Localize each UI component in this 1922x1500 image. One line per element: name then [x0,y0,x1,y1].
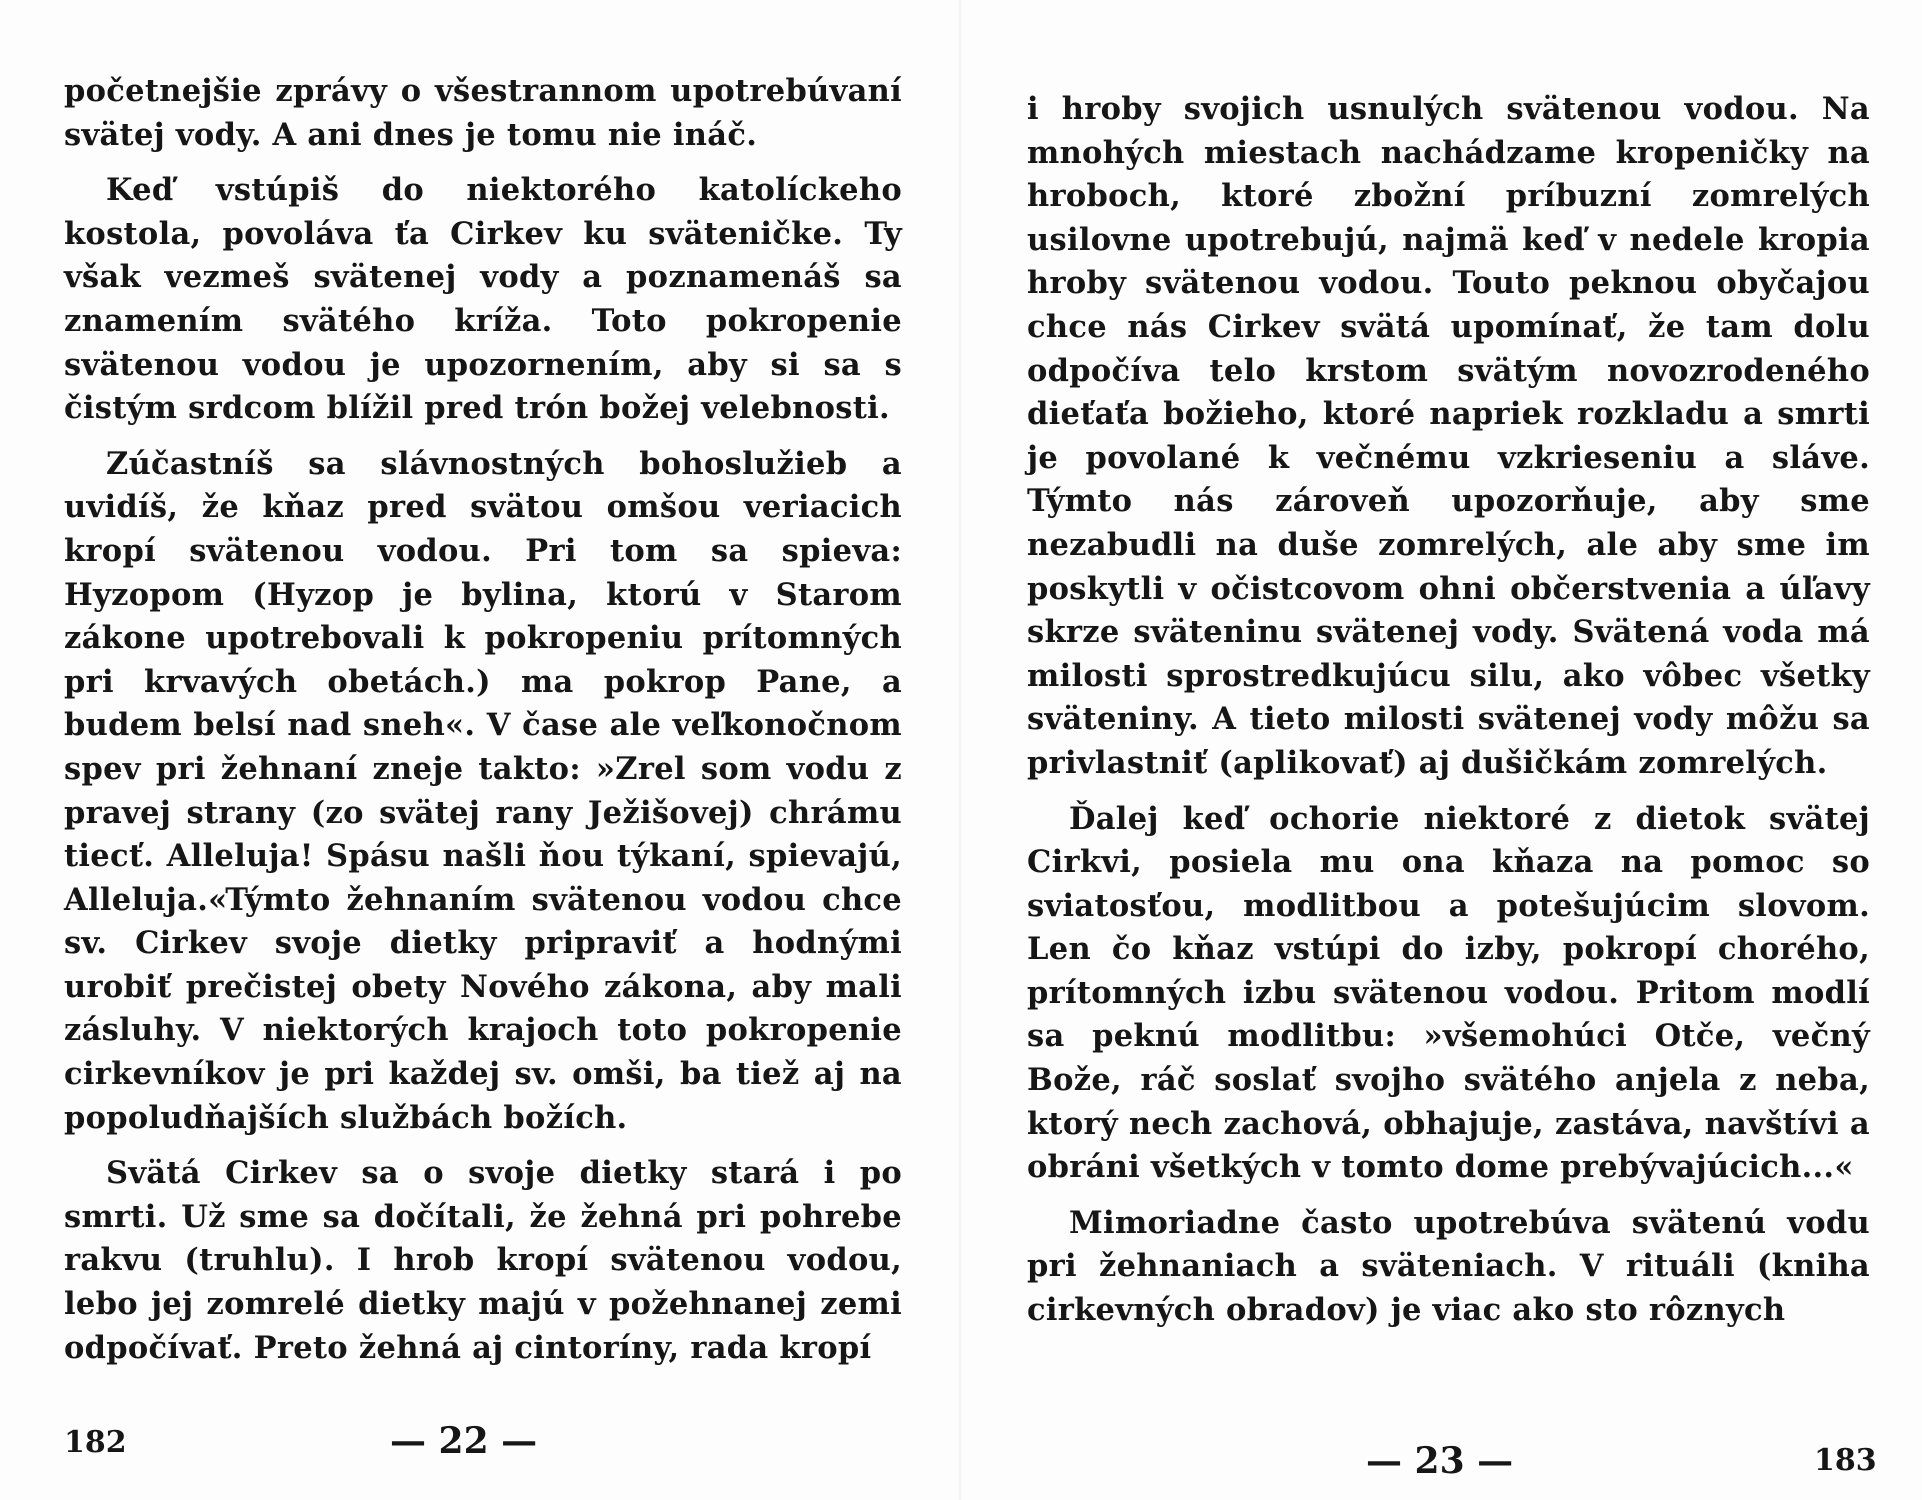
left-folio: 182 [64,1425,127,1460]
left-paragraph-2: Keď vstúpiš do niektorého katolíckeho kostola, povoláva ťa Cirkev ku sväteničke. Ty však vezmeš svätenej vody a poznamenáš sa znamením svätého kríža. Toto pokropenie svätenou vodou je upozornením, aby si sa s čistým srdcom blížil pred trón božej velebnosti. [64,172,902,427]
left-paragraph-1: početnejšie zprávy o všestrannom upotrebúvaní svätej vody. A ani dnes je tomu nie ináč. [64,73,902,153]
right-paragraph-1: i hroby svojich usnulých svätenou vodou. Na mnohých miestach nachádzame kropeničky na hroboch, ktoré zbožní príbuzní zomrelých usilovne upotrebujú, najmä keď v nedele kropia hroby svätenou vodou. Touto peknou obyčajou chce nás Cirkev svätá upomínať, že tam dolu odpočíva telo krstom svätým novozrodeného dieťaťa božieho, ktoré napriek rozkladu a smrti je povolané k večnému vzkrieseniu a sláve. Týmto nás zároveň upozorňuje, aby sme nezabudli na duše zomrelých, ale aby sme im poskytli v očistcovom ohni občerstvenia a úľavy skrze sväteninu svätenej vody. Svätená voda má milosti sprostredkujúcu silu, ako vôbec všetky sväteniny. A tieto milosti svätenej vody môžu sa privlastniť (aplikovať) aj dušičkám zomrelých. [1027,91,1870,781]
left-page-number: — 22 — [390,1420,538,1462]
right-page [961,0,1922,1500]
right-page-body [1027,88,1870,1333]
right-paragraph-2: Ďalej keď ochorie niektoré z dietok svätej Cirkvi, posiela mu ona kňaza na pomoc so sviatosťou, modlitbou a potešujúcim slovom. Len čo kňaz vstúpi do izby, pokropí chorého, prítomných izbu svätenou vodou. Pritom modlí sa peknú modlitbu: »všemohúci Otče, večný Bože, ráč soslať svojho svätého anjela z neba, ktorý nech zachová, obhajuje, zastáva, navštívi a obráni všetkých v tomto dome prebývajúcich...« [1027,800,1870,1186]
right-paragraph-3: Mimoriadne často upotrebúva svätenú vodu pri žehnaniach a sväteniach. V rituáli (kniha cirkevných obradov) je viac ako sto rôznych [1027,1204,1870,1329]
left-paragraph-3: Zúčastníš sa slávnostných bohoslužieb a uvidíš, že kňaz pred svätou omšou veriacich kropí svätenou vodou. Pri tom sa spieva: Hyzopom (Hyzop je bylina, ktorú v Starom zákone upotrebovali k pokropeniu prítomných pri krvavých obetách.) ma pokrop Pane, a budem belsí nad sneh«. V čase ale veľkonočnom spev pri žehnaní zneje takto: »Zrel som vodu z pravej strany (zo svätej rany Ježišovej) chrámu tiecť. Alleluja! Spásu našli ňou týkaní, spievajú, Alleluja.«Týmto žehnaním svätenou vodou chce sv. Cirkev svoje dietky pripraviť a hodnými urobiť prečistej obety Nového zákona, aby mali zásluhy. V niektorých krajoch toto pokropenie cirkevníkov je pri každej sv. omši, ba tiež aj na popoludňajších službách božích. [64,445,902,1136]
right-page-number: — 23 — [1366,1440,1514,1482]
left-paragraph-4: Svätá Cirkev sa o svoje dietky stará i po smrti. Už sme sa dočítali, že žehná pri pohrebe rakvu (truhlu). I hrob kropí svätenou vodou, lebo jej zomrelé dietky majú v požehnanej zemi odpočívať. Preto žehná aj cintoríny, rada kropí [64,1155,902,1366]
right-folio: 183 [1814,1443,1877,1478]
left-page-body [64,70,902,1370]
